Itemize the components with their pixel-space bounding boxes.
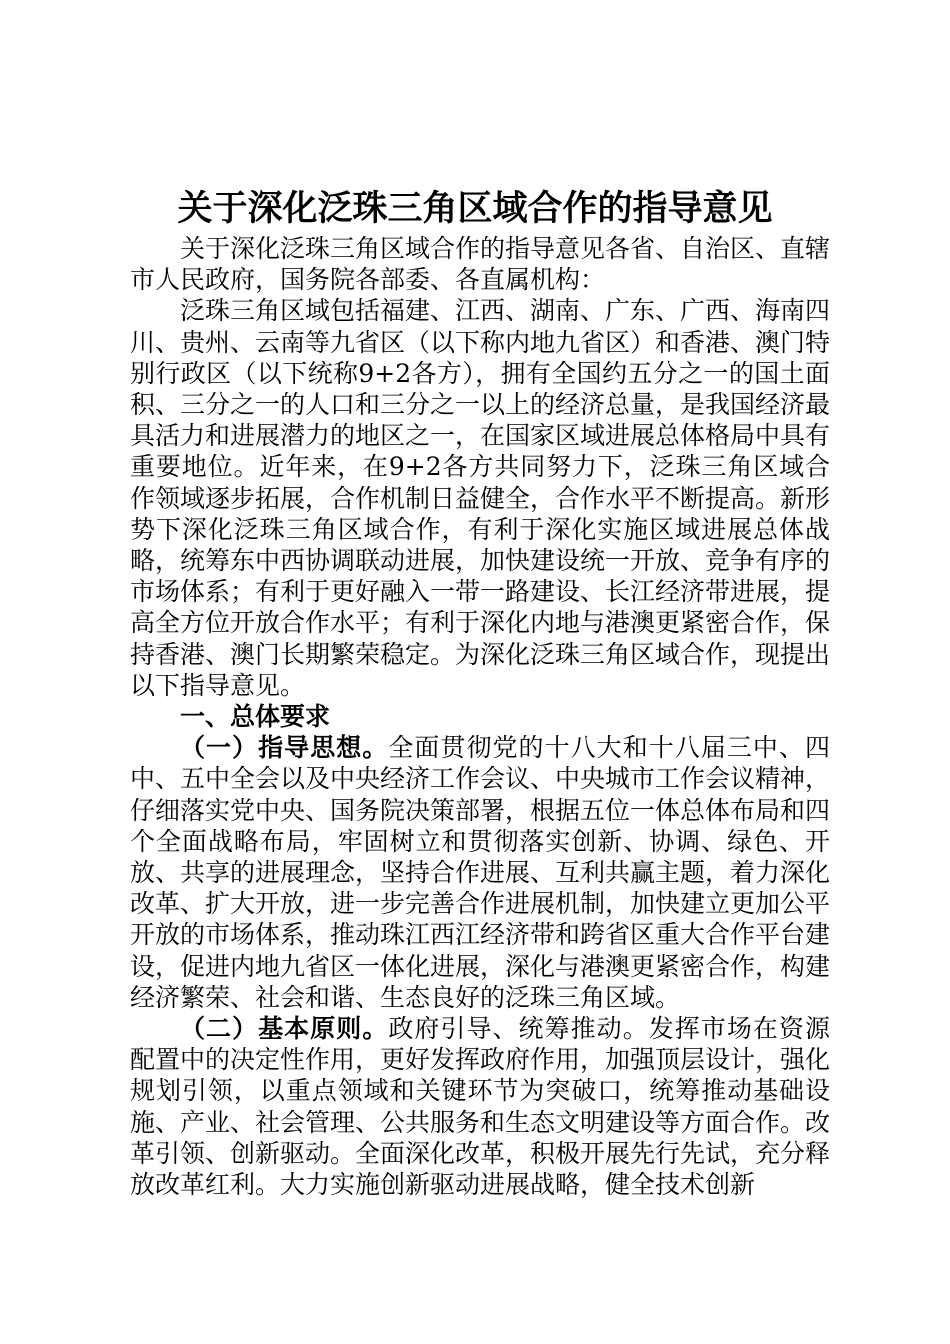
document-title: 关于深化泛珠三角区域合作的指导意见 xyxy=(177,189,773,229)
basic-principles-body: 政府引导、统筹推动。发挥市场在资源配置中的决定性作用，更好发挥政府作用，加强顶层设计，强化规划引领，以重点领域和关键环节为突破口，统筹推动基础设施、产业、社会管理、公共服务和生态文明建设等方面合作。改革引领、创新驱动。全面深化改革，积极开展先行先试，充分释放改革红利。大力实施创新驱动进展战略，健全技术创新 xyxy=(130,1014,831,1200)
intro-paragraph: 泛珠三角区域包括福建、江西、湖南、广东、广西、海南四川、贵州、云南等九省区（以下称内地九省区）和香港、澳门特别行政区（以下统称9+2各方），拥有全国约五分之一的国土面积、三分之一的人口和三分之一以上的经济总量，是我国经济最具活力和进展潜力的地区之一，在国家区域进展总体格局中具有重要地位。近年来，在9+2各方共同努力下，泛珠三角区域合作领域逐步拓展，合作机制日益健全，合作水平不断提高。新形势下深化泛珠三角区域合作，有利于深化实施区域进展总体战略，统筹东中西协调联动进展，加快建设统一开放、竞争有序的市场体系；有利于更好融入一带一路建设、长江经济带进展，提高全方位开放合作水平；有利于深化内地与港澳更紧密合作，保持香港、澳门长期繁荣稳定。为深化泛珠三角区域合作，现提出以下指导意见。 xyxy=(130,296,831,700)
basic-principles-lead: （二）基本原则。 xyxy=(180,1014,389,1044)
document-body xyxy=(130,233,830,1200)
guiding-thought-paragraph xyxy=(130,732,830,1013)
salutation-paragraph: 关于深化泛珠三角区域合作的指导意见各省、自治区、直辖市人民政府，国务院各部委、各直属机构： xyxy=(130,234,831,295)
guiding-thought-body: 全面贯彻党的十八大和十八届三中、四中、五中全会以及中央经济工作会议、中央城市工作会议精神，仔细落实党中央、国务院决策部署，根据五位一体总体布局和四个全面战略布局，牢固树立和贯彻落实创新、协调、绿色、开放、共享的进展理念，坚持合作进展、互利共赢主题，着力深化改革、扩大开放，进一步完善合作进展机制，加快建立更加公平开放的市场体系，推动珠江西江经济带和跨省区重大合作平台建设，促进内地九省区一体化进展，深化与港澳更紧密合作，构建经济繁荣、社会和谐、生态良好的泛珠三角区域。 xyxy=(130,733,831,1012)
section-heading-general-requirements: 一、总体要求 xyxy=(180,702,331,732)
basic-principles-paragraph xyxy=(130,1013,830,1200)
guiding-thought-lead: （一）指导思想。 xyxy=(180,733,389,763)
